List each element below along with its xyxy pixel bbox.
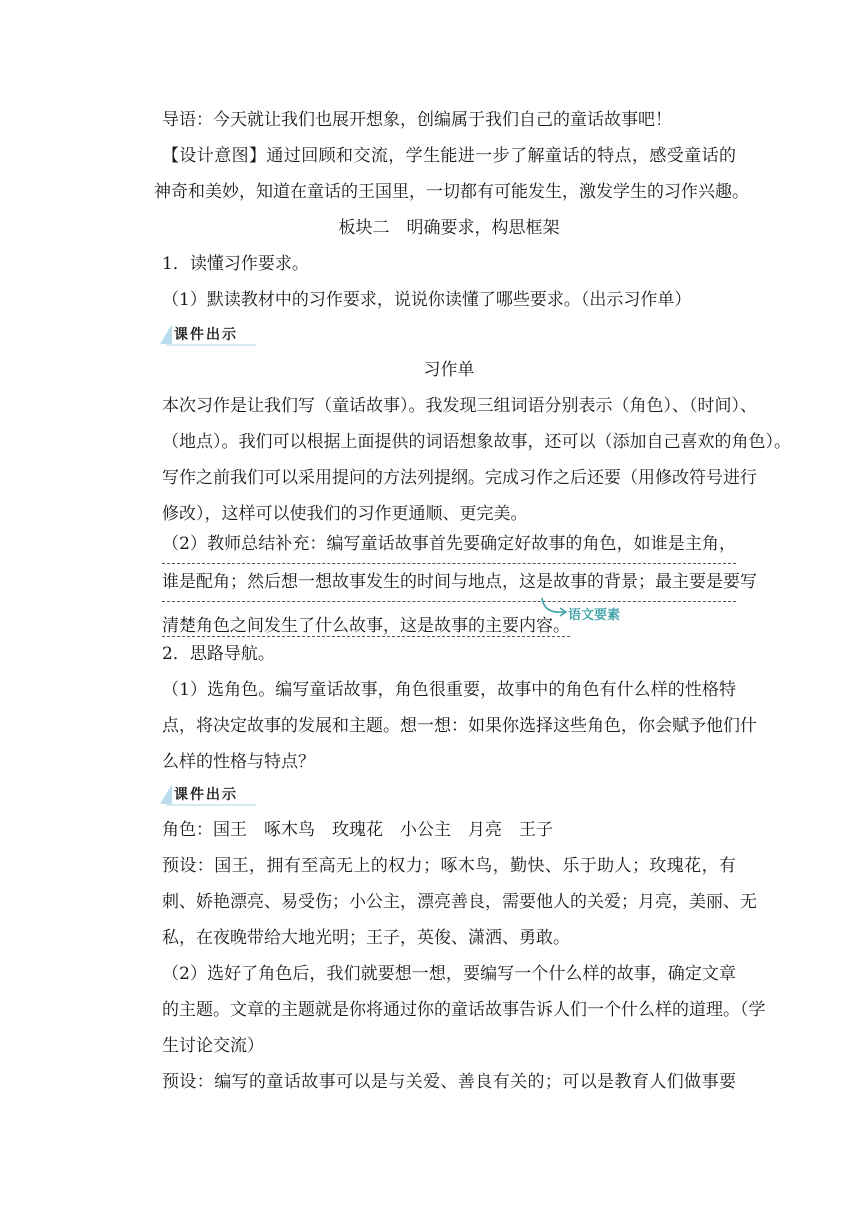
badge-decoration-icon xyxy=(160,324,172,344)
design-intent-line-1: 【设计意图】通过回顾和交流，学生能进一步了解童话的特点，感受童话的 xyxy=(162,146,736,166)
badge-underline xyxy=(166,804,256,806)
thinking-sub1-line-3: 么样的性格与特点？ xyxy=(162,752,315,772)
worksheet-title xyxy=(162,352,736,388)
guide-paragraph xyxy=(162,102,736,138)
roles-line: 角色：国王 啄木鸟 玫瑰花 小公主 月亮 王子 xyxy=(162,820,553,840)
worksheet-line-3: 写作之前我们可以采用提问的方法列提纲。完成习作之后还要（用修改符号进行 xyxy=(162,468,757,488)
design-intent-paragraph xyxy=(154,138,749,210)
worksheet-body xyxy=(162,388,791,532)
requirements-item: 1．读懂习作要求。 xyxy=(162,254,309,274)
teacher-summary-line-3: 清楚角色之间发生了什么故事，这是故事的主要内容。 xyxy=(162,616,570,636)
thinking-sub1-line-1: （1）选角色。编写童话故事，角色很重要，故事中的角色有什么样的性格特 xyxy=(162,680,736,700)
teacher-summary-line-2: 谁是配角；然后想一想故事发生的时间与地点，这是故事的背景；最主要是要写 xyxy=(162,564,736,602)
worksheet-line-4: 修改），这样可以使我们的习作更通顺、更完美。 xyxy=(162,504,528,524)
roles-paragraph xyxy=(162,812,766,1100)
preset1-line-3: 私，在夜晚带给大地光明；王子，英俊、潇洒、勇敢。 xyxy=(162,928,570,948)
teacher-summary-paragraph xyxy=(162,526,757,645)
worksheet-line-1: 本次习作是让我们写（童话故事）。我发现三组词语分别表示（角色）、（时间）、 xyxy=(162,396,757,416)
preset1-line-1: 预设：国王，拥有至高无上的权力；啄木鸟，勤快、乐于助人；玫瑰花，有 xyxy=(162,856,736,876)
teacher-summary-line-1: （2）教师总结补充：编写童话故事首先要确定好故事的角色，如谁是主角， xyxy=(162,526,736,564)
requirements-subitem: （1）默读教材中的习作要求，说说你读懂了哪些要求。（出示习作单） xyxy=(162,290,692,310)
guide-line: 导语：今天就让我们也展开想象，创编属于我们自己的童话故事吧！ xyxy=(162,110,672,130)
preset1-line-2: 刺、娇艳漂亮、易受伤；小公主，漂亮善良，需要他人的关爱；月亮，美丽、无 xyxy=(162,892,757,912)
requirements-paragraph xyxy=(162,246,736,318)
thinking-paragraph xyxy=(162,636,757,780)
courseware-badge-1 xyxy=(160,322,270,346)
courseware-label-1: 课件出示 xyxy=(174,327,238,343)
language-element-tag: 语文要素 xyxy=(568,608,621,623)
thinking-sub1-line-2: 点，将决定故事的发展和主题。想一想：如果你选择这些角色，你会赋予他们什 xyxy=(162,716,757,736)
courseware-label-2: 课件出示 xyxy=(174,787,238,803)
thinking-item: 2．思路导航。 xyxy=(162,644,275,664)
worksheet-line-2: （地点）。我们可以根据上面提供的词语想象故事，还可以（添加自己喜欢的角色）。 xyxy=(162,432,791,452)
sub2-line-2: 的主题。文章的主题就是你将通过你的童话故事告诉人们一个什么样的道理。（学 xyxy=(162,1000,766,1020)
section-title-text: 板块二 明确要求，构思框架 xyxy=(338,218,560,238)
section-title xyxy=(162,210,736,246)
sub2-line-1: （2）选好了角色后，我们就要想一想，要编写一个什么样的故事，确定文章 xyxy=(162,964,736,984)
badge-decoration-icon xyxy=(160,784,172,804)
preset2-line-1: 预设：编写的童话故事可以是与关爱、善良有关的；可以是教育人们做事要 xyxy=(162,1072,736,1092)
badge-underline xyxy=(166,344,256,346)
courseware-badge-2 xyxy=(160,782,270,806)
worksheet-title-text: 习作单 xyxy=(423,360,475,380)
design-intent-line-2: 神奇和美妙，知道在童话的王国里，一切都有可能发生，激发学生的习作兴趣。 xyxy=(154,182,749,202)
sub2-line-3: 生讨论交流） xyxy=(162,1036,264,1056)
